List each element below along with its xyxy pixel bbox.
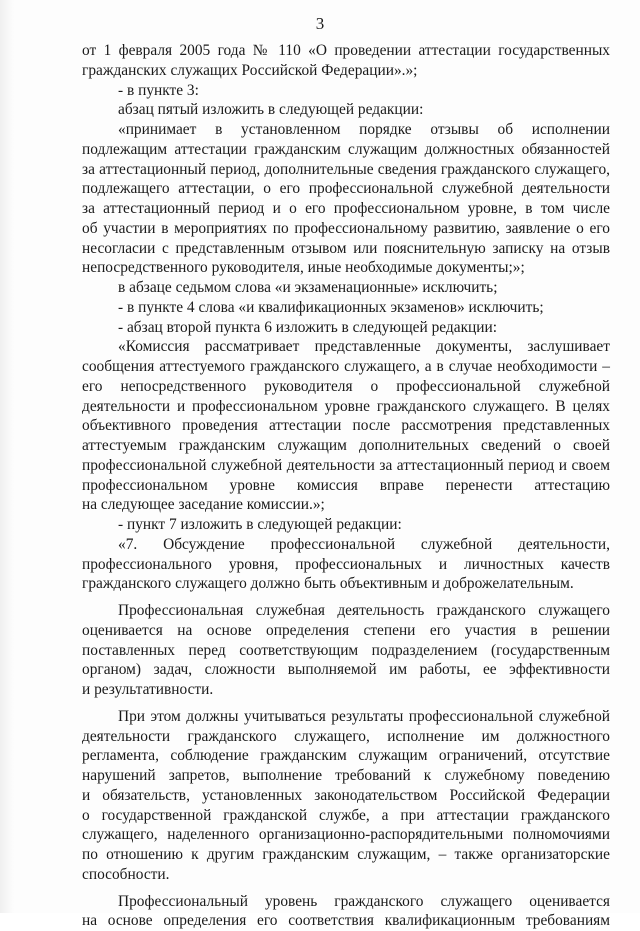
paragraph (82, 515, 610, 535)
paragraph (82, 337, 610, 515)
text-line: «Комиссия рассматривает представленные документы, заслушивает (82, 337, 610, 357)
text-line: профессиональной служебной деятельности за аттестационный период и своем (82, 456, 610, 476)
paragraph-gap (82, 700, 610, 707)
text-line: органом) задач, сложности выполняемой им работы, ее эффективности (82, 660, 610, 680)
text-line: «принимает в установленном порядке отзывы об исполнении (82, 120, 610, 140)
text-line: профессионального уровня, профессиональных и личностных качеств (82, 555, 610, 575)
text-line: регламента, соблюдение гражданским служащим ограничений, отсутствие (82, 746, 610, 766)
text-line: поставленных перед соответствующим подразделением (государственным (82, 641, 610, 661)
text-line: способности. (82, 865, 610, 885)
text-line: за аттестационный период, дополнительные сведения гражданского служащего, (82, 160, 610, 180)
text-line: - абзац второй пункта 6 изложить в следующей редакции: (82, 318, 610, 338)
text-line: абзац пятый изложить в следующей редакции: (82, 100, 610, 120)
text-line: оценивается на основе определения степени его участия в решении (82, 621, 610, 641)
text-line: за аттестационный период и о его профессиональном уровне, в том числе (82, 199, 610, 219)
text-line: в абзаце седьмом слова «и экзаменационные» исключить; (82, 278, 610, 298)
text-line: на следующее заседание комиссии.»; (82, 495, 610, 515)
text-line: - в пункте 3: (82, 81, 610, 101)
text-line: непосредственного руководителя, иные необходимые документы;»; (82, 258, 610, 278)
text-line: Профессиональная служебная деятельность гражданского служащего (82, 601, 610, 621)
text-line: Профессиональный уровень гражданского служащего оценивается (82, 892, 610, 912)
text-line: об участии в мероприятиях по профессиональному развитию, заявление о его (82, 219, 610, 239)
text-line: аттестуемым гражданским служащим дополнительных сведений о своей (82, 436, 610, 456)
document-body (82, 41, 610, 931)
text-line: по отношению к другим гражданским служащим, – также организаторские (82, 845, 610, 865)
text-line: - в пункте 4 слова «и квалификационных экзаменов» исключить; (82, 298, 610, 318)
text-line: гражданского служащего должно быть объективным и доброжелательным. (82, 574, 610, 594)
paragraph (82, 41, 610, 81)
paragraph (82, 535, 610, 594)
paragraph (82, 278, 610, 298)
text-line: сообщения аттестуемого гражданского служащего, а в случае необходимости – (82, 357, 610, 377)
paragraph (82, 318, 610, 338)
text-line: и обязательств, установленных законодательством Российской Федерации (82, 786, 610, 806)
text-line: «7. Обсуждение профессиональной служебной деятельности, (82, 535, 610, 555)
paragraph (82, 707, 610, 885)
text-line: деятельности и профессиональном уровне гражданского служащего. В целях (82, 397, 610, 417)
text-line: его непосредственного руководителя о профессиональной служебной (82, 377, 610, 397)
text-line: подлежащего аттестации, о его профессиональной служебной деятельности (82, 179, 610, 199)
text-line: объективного проведения аттестации после рассмотрения представленных (82, 416, 610, 436)
text-line: и результативности. (82, 680, 610, 700)
text-line: подлежащим аттестации гражданским служащим должностных обязанностей (82, 140, 610, 160)
text-line: профессиональном уровне комиссия вправе перенести аттестацию (82, 476, 610, 496)
text-line: служащего, наделенного организационно-распорядительными полномочиями (82, 825, 610, 845)
paragraph (82, 298, 610, 318)
paragraph (82, 100, 610, 120)
paragraph-gap (82, 885, 610, 892)
text-line: - пункт 7 изложить в следующей редакции: (82, 515, 610, 535)
text-line: о государственной гражданской службе, а при аттестации гражданского (82, 806, 610, 826)
paragraph (82, 81, 610, 101)
paragraph-gap (82, 594, 610, 601)
scan-edge-shading (0, 0, 14, 913)
text-line: гражданских служащих Российской Федерации».»; (82, 61, 610, 81)
text-line: нарушений запретов, выполнение требований к служебному поведению (82, 766, 610, 786)
text-line: от 1 февраля 2005 года № 110 «О проведении аттестации государственных (82, 41, 610, 61)
paragraph (82, 120, 610, 278)
text-line: на основе определения его соответствия квалификационным требованиям (82, 911, 610, 931)
text-line: несогласии с представленным отзывом или пояснительную записку на отзыв (82, 239, 610, 259)
page-number: 3 (0, 14, 640, 34)
text-line: деятельности гражданского служащего, исполнение им должностного (82, 727, 610, 747)
text-line: При этом должны учитываться результаты профессиональной служебной (82, 707, 610, 727)
paragraph (82, 892, 610, 931)
paragraph (82, 601, 610, 700)
